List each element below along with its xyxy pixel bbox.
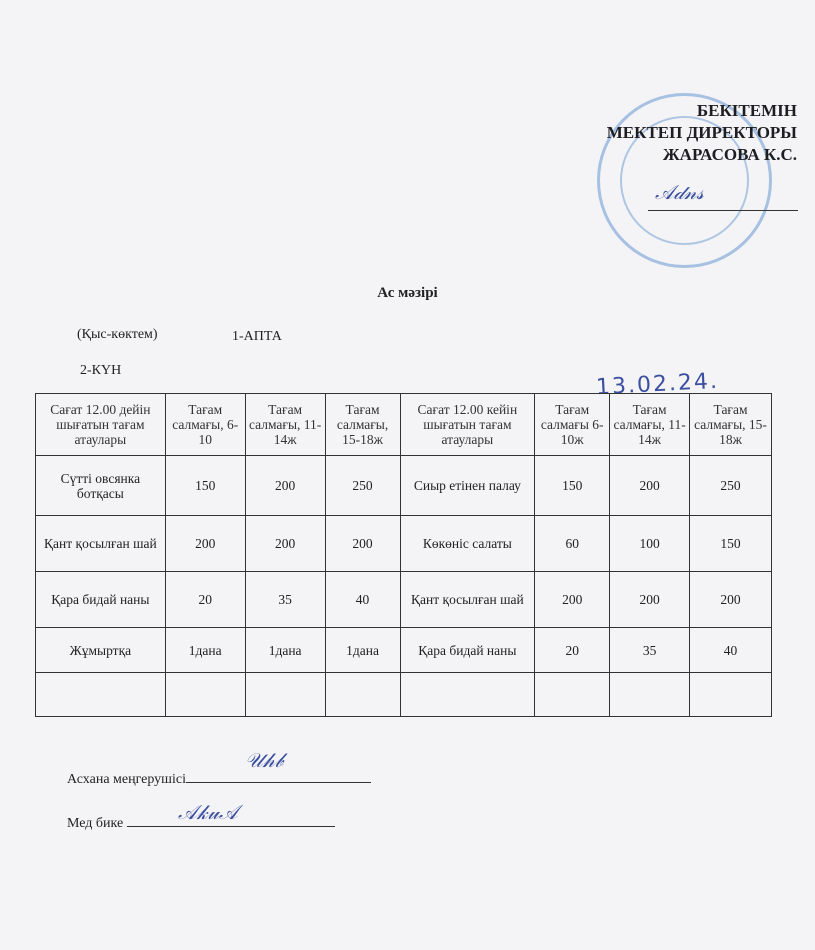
- handwritten-date: 13.02.24.: [595, 368, 720, 401]
- approval-line-2: МЕКТЕП ДИРЕКТОРЫ: [606, 123, 797, 142]
- table-cell: 200: [245, 456, 325, 516]
- table-cell: 200: [535, 572, 610, 628]
- nurse-label: Мед бике: [67, 816, 124, 831]
- table-cell: 20: [535, 628, 610, 673]
- table-cell: [690, 673, 772, 717]
- table-cell: 35: [245, 572, 325, 628]
- table-row: [36, 516, 772, 572]
- header-cell: Тағам салмағы, 15-18ж: [325, 394, 400, 456]
- page-title: Ас мәзірі: [377, 285, 438, 301]
- table-cell: Қара бидай наны: [400, 628, 535, 673]
- table-cell: 150: [535, 456, 610, 516]
- table-cell: Қант қосылған шай: [400, 572, 535, 628]
- table-cell: Қара бидай наны: [36, 572, 166, 628]
- header-cell: Сағат 12.00 дейін шығатын тағам атаулары: [36, 394, 166, 456]
- table-row-empty: [36, 673, 772, 717]
- table-cell: 1дана: [325, 628, 400, 673]
- canteen-manager-row: [67, 768, 371, 788]
- table-cell: 35: [610, 628, 690, 673]
- table-cell: Қант қосылған шай: [36, 516, 166, 572]
- table-cell: 200: [610, 456, 690, 516]
- table-cell: [400, 673, 535, 717]
- table-cell: 200: [165, 516, 245, 572]
- table-cell: 150: [165, 456, 245, 516]
- table-cell: 250: [325, 456, 400, 516]
- canteen-manager-signature: 𝒰𝒽𝒷: [245, 748, 284, 772]
- table-cell: 1дана: [245, 628, 325, 673]
- director-signature: 𝒜𝒹𝓃𝓈: [655, 180, 704, 204]
- week: 1-АПТА: [232, 329, 282, 344]
- header-cell: Тағам салмағы 6-10ж: [535, 394, 610, 456]
- table-cell: [245, 673, 325, 717]
- director-signature-line: [648, 210, 798, 211]
- nurse-signature: 𝒜𝓀𝓊𝒜: [178, 800, 238, 824]
- table-cell: [36, 673, 166, 717]
- table-cell: [325, 673, 400, 717]
- table-cell: 60: [535, 516, 610, 572]
- header-cell: Тағам салмағы, 6-10: [165, 394, 245, 456]
- table-cell: 1дана: [165, 628, 245, 673]
- table-cell: [165, 673, 245, 717]
- table-cell: Көкөніс салаты: [400, 516, 535, 572]
- table-row: [36, 456, 772, 516]
- table-cell: 250: [690, 456, 772, 516]
- approval-block: [607, 100, 797, 166]
- header-cell: Тағам салмағы, 15-18ж: [690, 394, 772, 456]
- approval-line-1: БЕКІТЕМІН: [696, 101, 797, 120]
- table-cell: 40: [325, 572, 400, 628]
- approval-line-3: ЖАРАСОВА К.С.: [662, 145, 797, 164]
- menu-table: [35, 393, 772, 717]
- header-cell: Тағам салмағы, 11-14ж: [245, 394, 325, 456]
- table-cell: [535, 673, 610, 717]
- table-cell: [610, 673, 690, 717]
- table-row: [36, 628, 772, 673]
- table-cell: 100: [610, 516, 690, 572]
- header-cell: Тағам салмағы, 11-14ж: [610, 394, 690, 456]
- table-cell: 200: [610, 572, 690, 628]
- header-cell: Сағат 12.00 кейін шығатын тағам атаулары: [400, 394, 535, 456]
- table-header-row: [36, 394, 772, 456]
- table-cell: 200: [690, 572, 772, 628]
- table-cell: 200: [325, 516, 400, 572]
- table-row: [36, 572, 772, 628]
- season: (Қыс-көктем): [77, 327, 158, 342]
- table-cell: Жұмыртқа: [36, 628, 166, 673]
- table-cell: Сүтті овсянка ботқасы: [36, 456, 166, 516]
- day: 2-КҮН: [80, 363, 122, 378]
- table-cell: 150: [690, 516, 772, 572]
- canteen-manager-label: Асхана меңгерушісі: [67, 772, 186, 787]
- table-cell: 40: [690, 628, 772, 673]
- table-cell: 200: [245, 516, 325, 572]
- table-cell: 20: [165, 572, 245, 628]
- table-cell: Сиыр етінен палау: [400, 456, 535, 516]
